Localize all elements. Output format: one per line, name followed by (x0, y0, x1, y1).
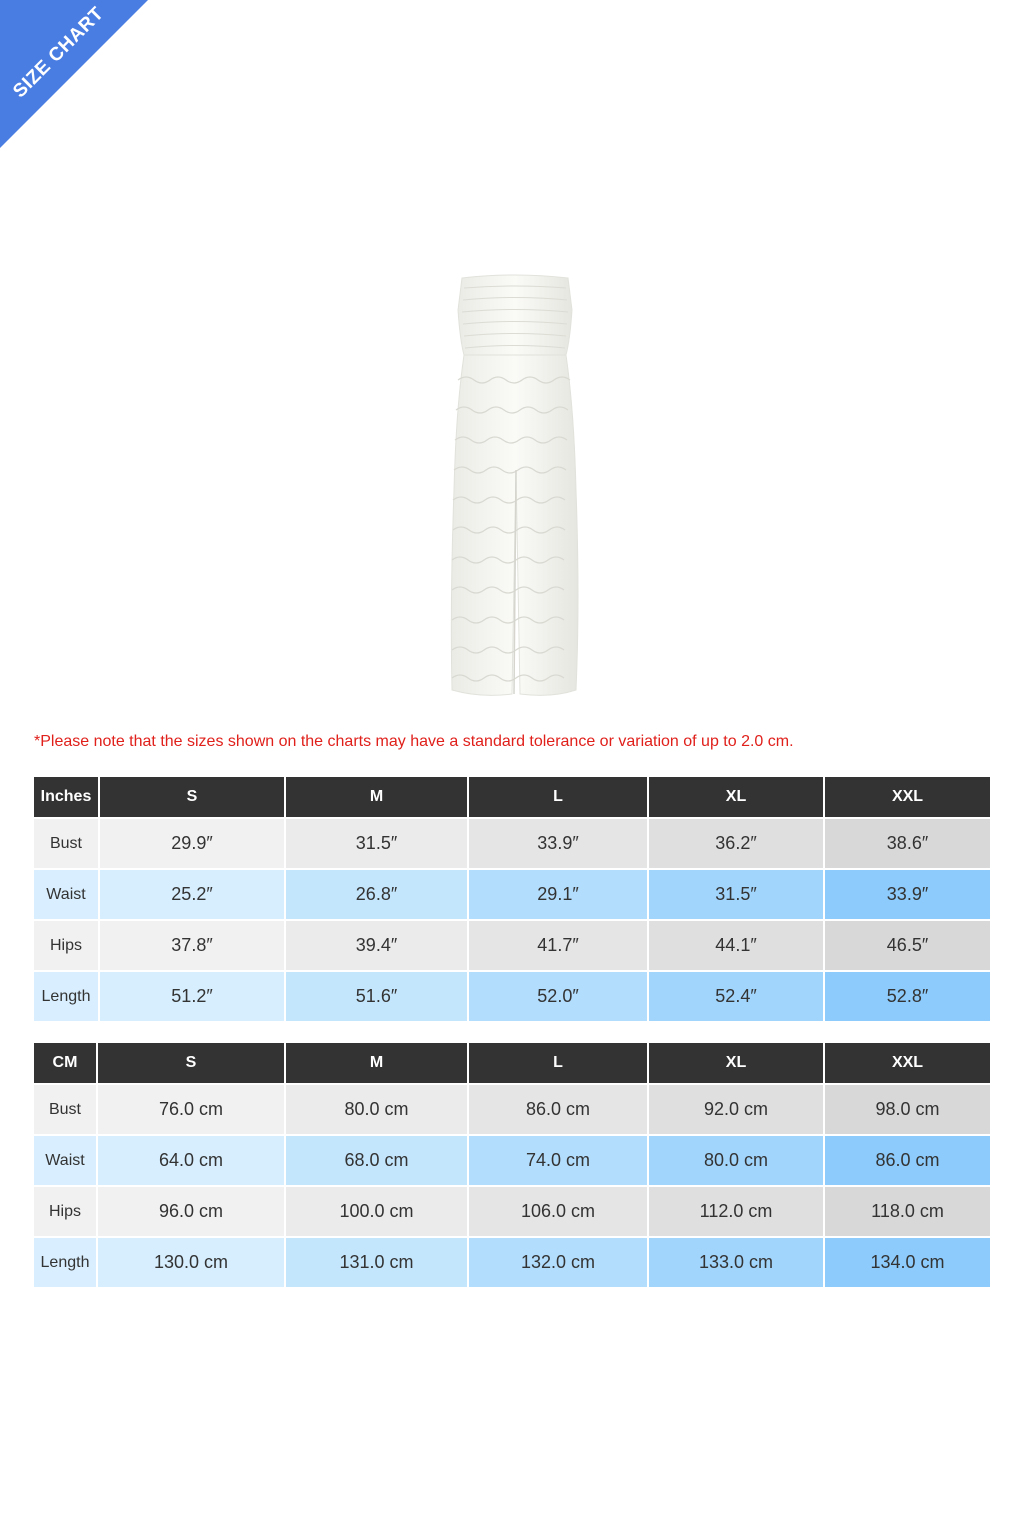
row-label: Bust (34, 819, 98, 868)
cm-size-header: S (98, 1043, 284, 1083)
table-cell: 131.0 cm (286, 1238, 467, 1287)
tolerance-note: *Please note that the sizes shown on the charts may have a standard tolerance or variation of up to 2.0 cm. (34, 733, 794, 750)
table-cell: 31.5″ (649, 870, 823, 919)
row-label: Waist (34, 870, 98, 919)
cm-row-length (34, 1238, 990, 1287)
table-cell: 44.1″ (649, 921, 823, 970)
table-cell: 29.1″ (469, 870, 647, 919)
cm-size-table (32, 1041, 992, 1289)
table-cell: 38.6″ (825, 819, 990, 868)
table-cell: 80.0 cm (649, 1136, 823, 1185)
table-cell: 33.9″ (469, 819, 647, 868)
row-label: Waist (34, 1136, 96, 1185)
row-label: Length (34, 972, 98, 1021)
cm-row-hips (34, 1187, 990, 1236)
table-cell: 98.0 cm (825, 1085, 990, 1134)
table-cell: 37.8″ (100, 921, 284, 970)
row-label: Hips (34, 921, 98, 970)
table-cell: 41.7″ (469, 921, 647, 970)
table-cell: 51.2″ (100, 972, 284, 1021)
table-cell: 26.8″ (286, 870, 467, 919)
cm-size-header: XXL (825, 1043, 990, 1083)
table-cell: 86.0 cm (825, 1136, 990, 1185)
table-cell: 51.6″ (286, 972, 467, 1021)
table-cell: 76.0 cm (98, 1085, 284, 1134)
table-cell: 52.0″ (469, 972, 647, 1021)
cm-row-waist (34, 1136, 990, 1185)
size-chart-ribbon (0, 0, 150, 150)
table-cell: 52.4″ (649, 972, 823, 1021)
inches-size-table (32, 775, 992, 1023)
table-cell: 68.0 cm (286, 1136, 467, 1185)
table-cell: 33.9″ (825, 870, 990, 919)
cm-unit-header: CM (34, 1043, 96, 1083)
cm-size-header: M (286, 1043, 467, 1083)
cm-row-bust (34, 1085, 990, 1134)
inches-row-hips (34, 921, 990, 970)
cm-size-header: XL (649, 1043, 823, 1083)
table-cell: 80.0 cm (286, 1085, 467, 1134)
table-cell: 133.0 cm (649, 1238, 823, 1287)
table-cell: 112.0 cm (649, 1187, 823, 1236)
table-cell: 118.0 cm (825, 1187, 990, 1236)
cm-size-header: L (469, 1043, 647, 1083)
inches-row-length (34, 972, 990, 1021)
table-cell: 64.0 cm (98, 1136, 284, 1185)
inches-row-bust (34, 819, 990, 868)
table-cell: 100.0 cm (286, 1187, 467, 1236)
table-cell: 31.5″ (286, 819, 467, 868)
table-cell: 25.2″ (100, 870, 284, 919)
table-cell: 132.0 cm (469, 1238, 647, 1287)
white-strapless-jumpsuit-image (440, 270, 590, 702)
table-cell: 92.0 cm (649, 1085, 823, 1134)
table-cell: 96.0 cm (98, 1187, 284, 1236)
inches-unit-header: Inches (34, 777, 98, 817)
row-label: Length (34, 1238, 96, 1287)
inches-size-header: S (100, 777, 284, 817)
table-cell: 106.0 cm (469, 1187, 647, 1236)
row-label: Bust (34, 1085, 96, 1134)
ribbon-label: SIZE CHART (9, 3, 109, 103)
inches-row-waist (34, 870, 990, 919)
table-cell: 29.9″ (100, 819, 284, 868)
table-cell: 74.0 cm (469, 1136, 647, 1185)
inches-size-header: L (469, 777, 647, 817)
row-label: Hips (34, 1187, 96, 1236)
table-cell: 134.0 cm (825, 1238, 990, 1287)
table-cell: 86.0 cm (469, 1085, 647, 1134)
cm-header-row (34, 1043, 990, 1083)
table-cell: 36.2″ (649, 819, 823, 868)
table-cell: 39.4″ (286, 921, 467, 970)
inches-size-header: XL (649, 777, 823, 817)
inches-size-header: XXL (825, 777, 990, 817)
table-cell: 46.5″ (825, 921, 990, 970)
table-cell: 130.0 cm (98, 1238, 284, 1287)
inches-size-header: M (286, 777, 467, 817)
table-cell: 52.8″ (825, 972, 990, 1021)
inches-header-row (34, 777, 990, 817)
